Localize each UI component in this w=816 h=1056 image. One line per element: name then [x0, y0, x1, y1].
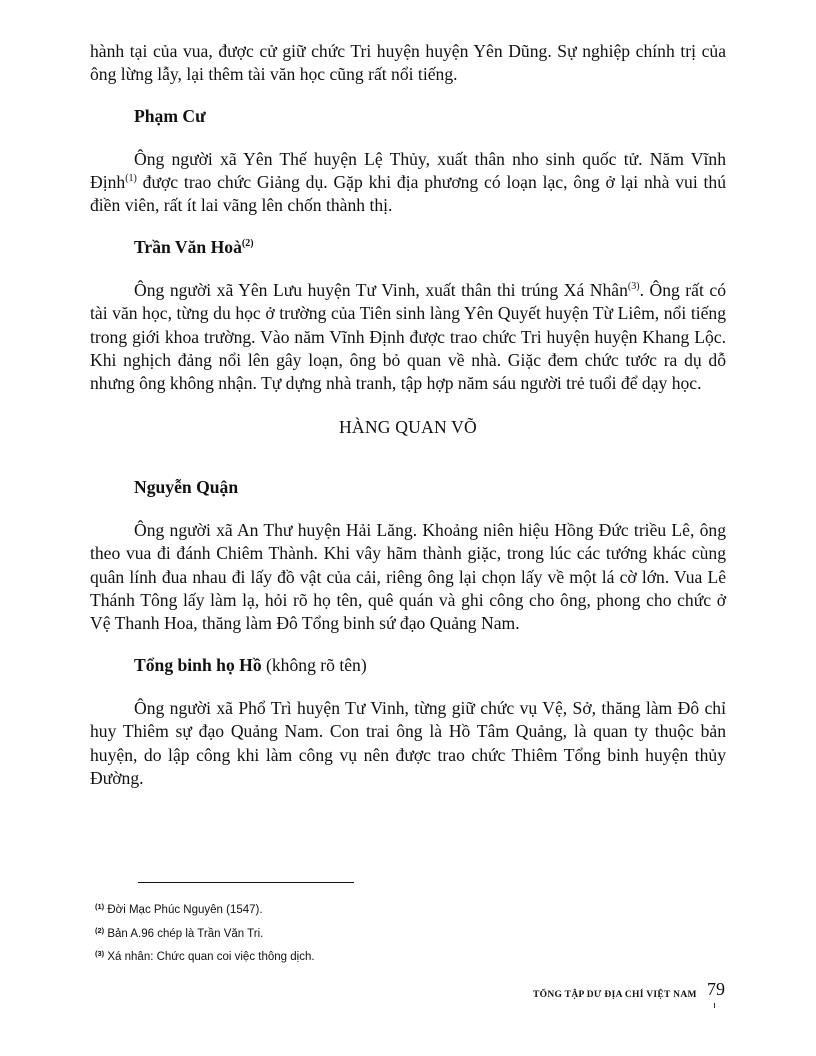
- footnote-text: Xá nhân: Chức quan coi việc thông dịch.: [104, 951, 315, 963]
- paragraph-text: . Ông rất có tài văn học, từng du học ở trường của Tiên sinh làng Yên Quyết huyện Từ Liêm, nổi tiếng trong giới khoa trường. Vào năm Vĩnh Định được trao chức Tri huyện huyện Khang Lộc. Khi nghịch đảng nổi lên gây loạn, ông bỏ quan về nhà. Giặc đem chức tước ra dụ dỗ nhưng ông không nhận. Tự dựng nhà tranh, tập hợp năm sáu người trẻ tuổi để dạy học.: [90, 280, 726, 394]
- paragraph-text: được trao chức Giảng dụ. Gặp khi địa phương có loạn lạc, ông ở lại nhà vui thú điền viên, rất ít lai vãng lên chốn thành thị.: [90, 172, 726, 216]
- footnote-marker: (1): [95, 902, 105, 911]
- footnote-marker: (2): [95, 925, 105, 935]
- footnote-1: [95, 899, 315, 923]
- footnote-marker: (3): [95, 949, 105, 958]
- footnote-2: [95, 923, 315, 947]
- page-body: [90, 40, 726, 790]
- footnotes: [95, 899, 315, 970]
- footnote-text: Bản A.96 chép là Trần Văn Tri.: [104, 927, 264, 940]
- entry-paragraph-pham-cu: [90, 148, 726, 218]
- entry-paragraph-tong-binh-ho-ho: Ông người xã Phổ Trì huyện Tư Vinh, từng giữ chức vụ Vệ, Sở, thăng làm Đô chỉ huy Thiêm sự đạo Quảng Nam. Con trai ông là Hồ Tâm Quảng, là quan ty thuộc bản huyện, do lập công khi làm công vụ nên được trao chức Thiêm Tổng binh huyện thủy Đường.: [90, 697, 726, 788]
- intro-paragraph: hành tại của vua, được cử giữ chức Tri huyện huyện Yên Dũng. Sự nghiệp chính trị của ông lừng lẫy, lại thêm tài văn học cũng rất nổi tiếng.: [90, 41, 726, 85]
- entry-heading-tran-van-hoa: [90, 236, 726, 259]
- entry-paragraph-tran-van-hoa: [90, 279, 726, 395]
- paragraph-text: Ông người xã Yên Lưu huyện Tư Vinh, xuất thân thi trúng Xá Nhân: [134, 280, 628, 301]
- entry-heading-pham-cu: Phạm Cư: [134, 105, 206, 126]
- page-number: 79: [707, 979, 725, 999]
- section-title: HÀNG QUAN VÕ: [339, 416, 477, 437]
- entry-heading-tong-binh-ho-ho: [90, 654, 726, 677]
- entry-name-note: (không rõ tên): [261, 654, 367, 675]
- footnote-divider: [138, 882, 354, 883]
- page-tick-mark: [714, 1003, 715, 1008]
- footnote-text: Đời Mạc Phúc Nguyên (1547).: [104, 904, 263, 916]
- entry-paragraph-nguyen-quan: Ông người xã An Thư huyện Hải Lăng. Khoảng niên hiệu Hồng Đức triều Lê, ông theo vua đi đánh Chiêm Thành. Khi vây hãm thành giặc, trong lúc các tướng khác cùng quân lính đua nhau đi lấy đồ vật của cải, riêng ông lại chọn lấy về một lá cờ lớn. Vua Lê Thánh Tông lấy làm lạ, hỏi rõ họ tên, quê quán và ghi công cho ông, phong cho chức ở Vệ Thanh Hoa, thăng làm Đô Tổng binh sứ đạo Quảng Nam.: [90, 520, 726, 634]
- paragraph-text: Ông người xã Yên Thế huyện Lệ Thủy, xuất thân nho sinh quốc tử. Năm Vĩnh Định: [90, 148, 726, 193]
- entry-name: Trần Văn Hoà: [134, 236, 242, 257]
- running-footer-title: TỔNG TẬP DƯ ĐỊA CHÍ VIỆT NAM: [533, 990, 697, 1000]
- footnote-ref-3[interactable]: (3): [627, 281, 640, 293]
- footnote-ref-1[interactable]: (1): [125, 173, 137, 185]
- entry-heading-nguyen-quan: Nguyễn Quận: [134, 476, 239, 497]
- footnote-3: [95, 946, 315, 970]
- footnote-ref-2[interactable]: (2): [241, 237, 254, 249]
- entry-name: Tổng binh họ Hồ: [134, 654, 262, 675]
